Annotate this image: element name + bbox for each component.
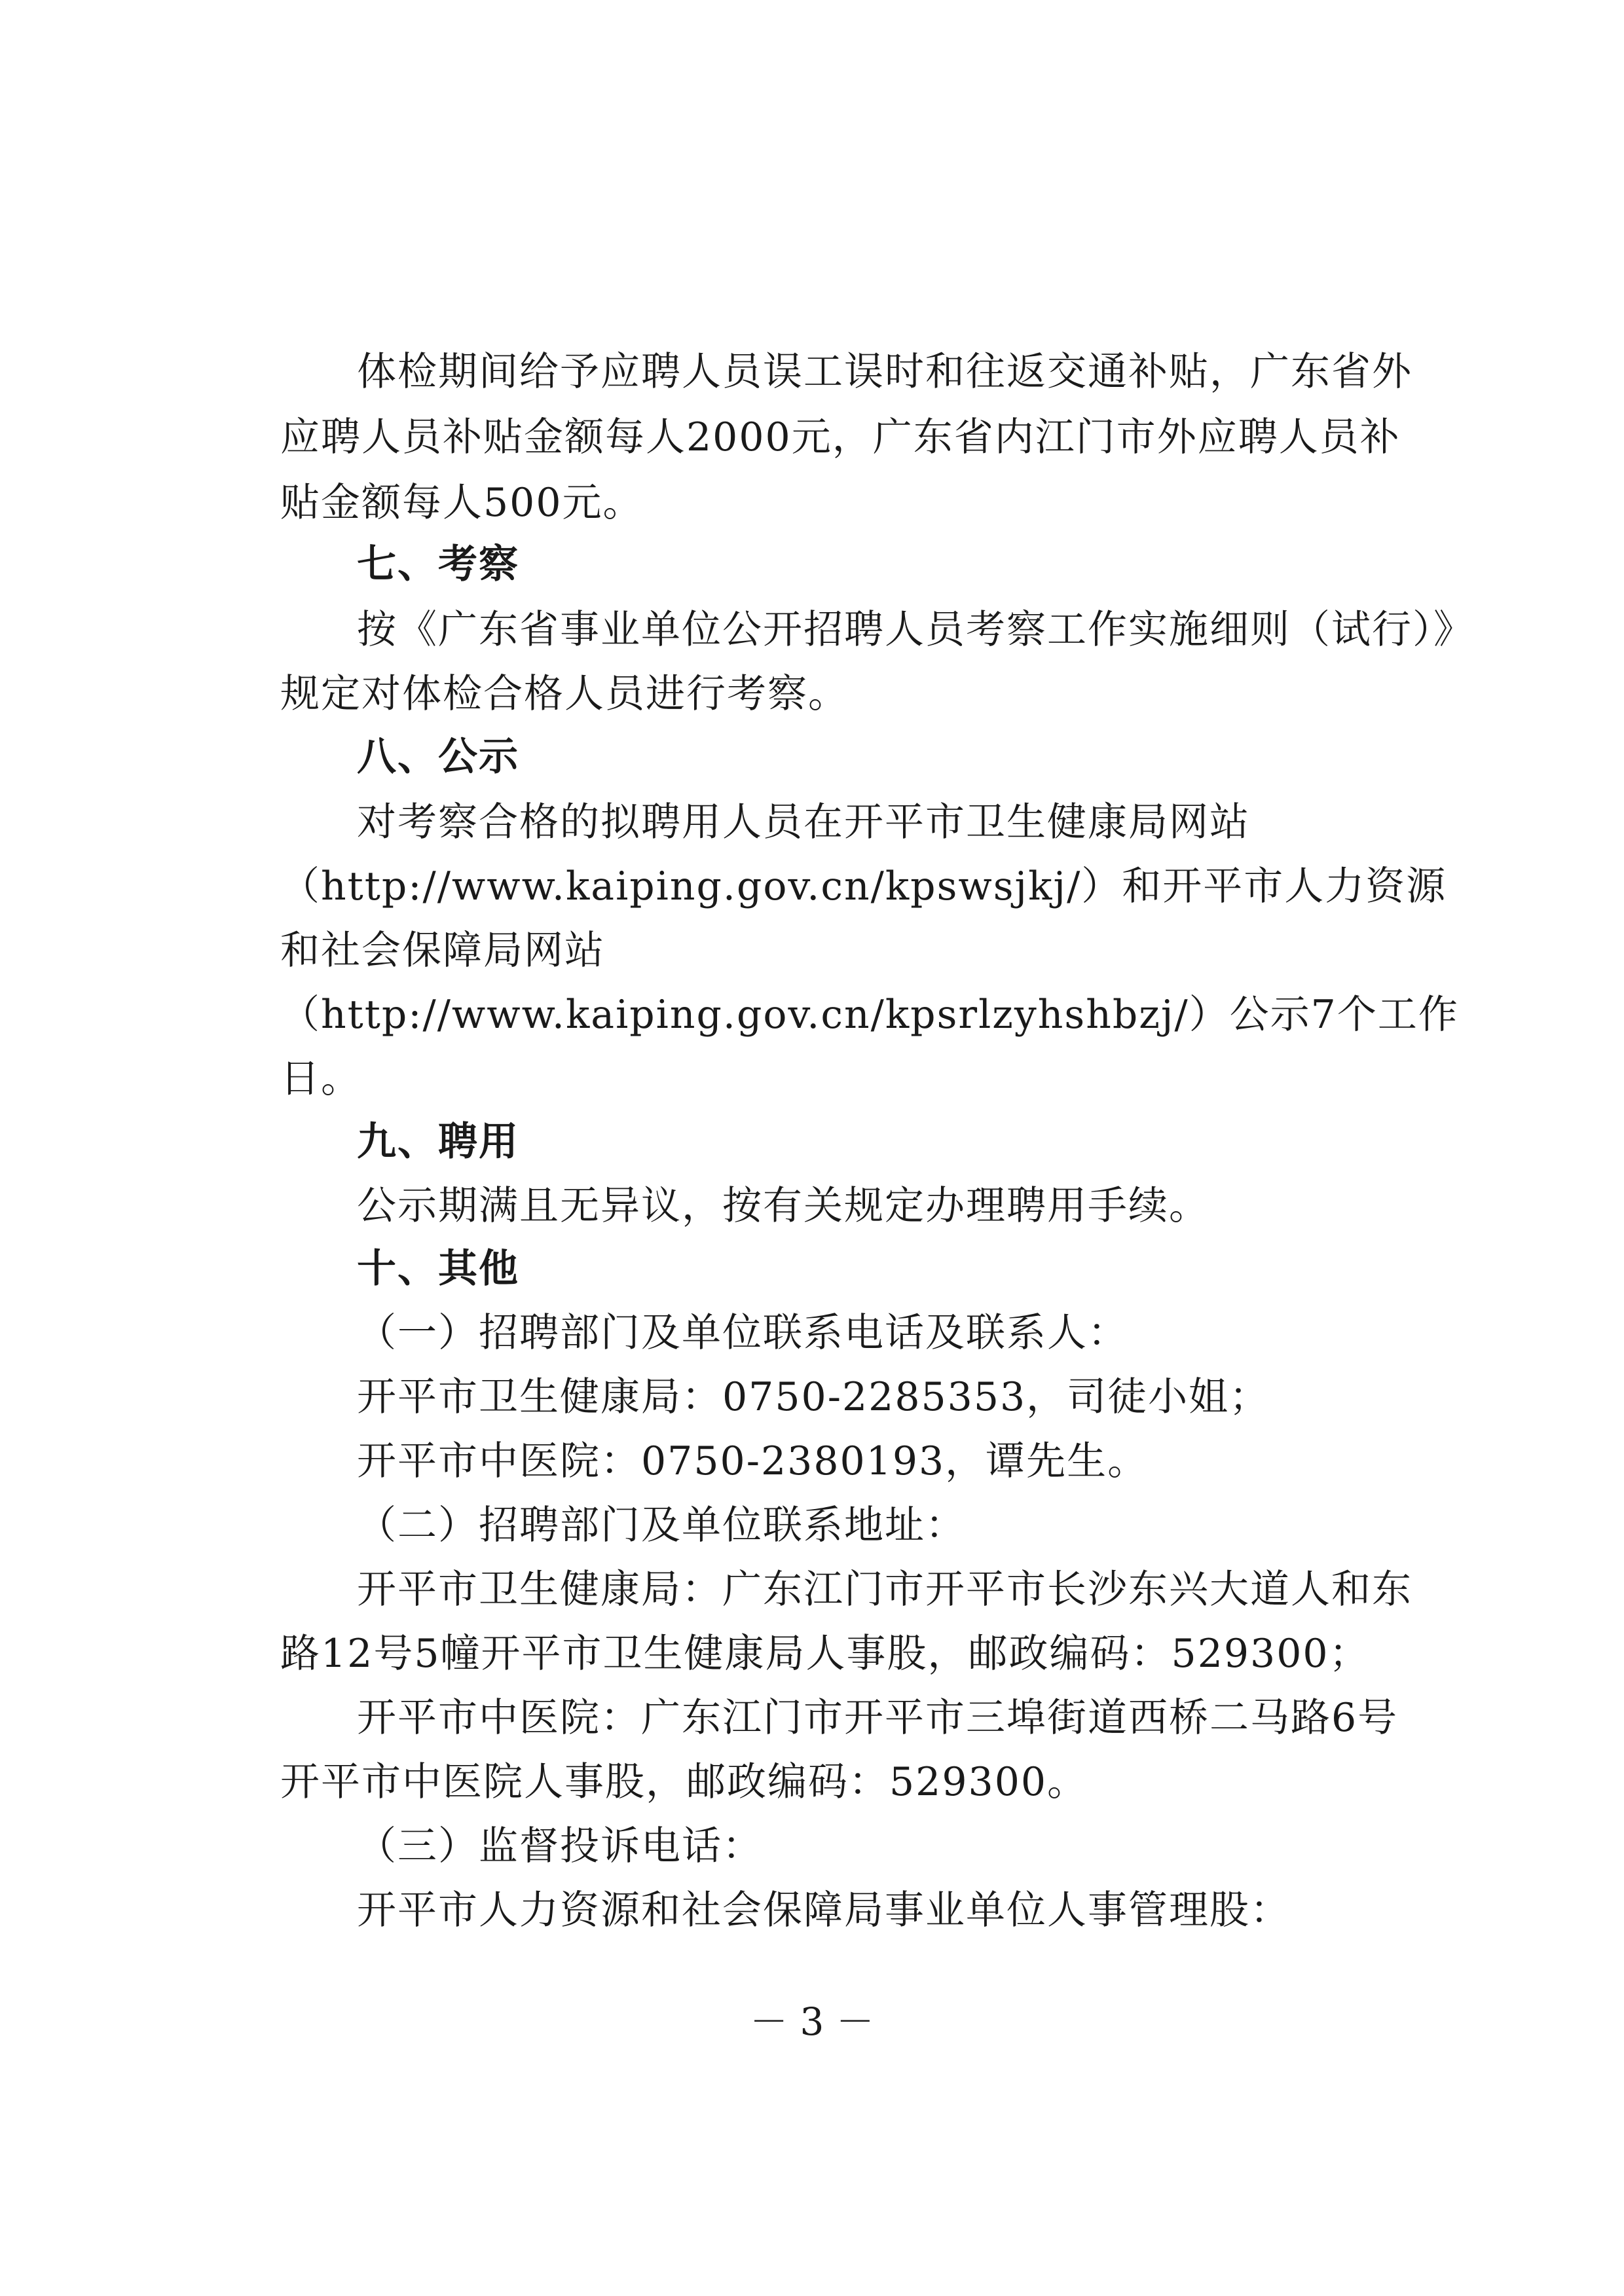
section-heading-kaocha: 七、考察 (357, 541, 519, 587)
body-line: （二）招聘部门及单位联系地址： (357, 1503, 966, 1548)
body-line: （一）招聘部门及单位联系电话及联系人： (357, 1310, 1128, 1356)
address-line: 开平市卫生健康局：广东江门市开平市长沙东兴大道人和东 (357, 1567, 1412, 1613)
address-line: 开平市中医院人事股，邮政编码：529300。 (280, 1759, 1088, 1805)
url-line-wsjkj: （http://www.kaiping.gov.cn/kpswsjkj/）和开平市人力资源 (280, 864, 1447, 909)
contact-line: 开平市中医院：0750-2380193，谭先生。 (357, 1438, 1149, 1484)
address-line: 开平市中医院：广东江门市开平市三埠街道西桥二马路6号 (357, 1695, 1399, 1741)
section-heading-pinyong: 九、聘用 (357, 1119, 519, 1165)
body-line: 对考察合格的拟聘用人员在开平市卫生健康局网站 (357, 799, 1250, 845)
page-number: － 3 － (750, 1999, 874, 2044)
body-line: 开平市人力资源和社会保障局事业单位人事管理股： (357, 1887, 1291, 1933)
body-line: 规定对体检合格人员进行考察。 (280, 671, 849, 717)
url-line-rlzy: （http://www.kaiping.gov.cn/kpsrlzyhshbzj/）公示7个工作 (280, 992, 1459, 1038)
body-line: 日。 (280, 1056, 361, 1102)
body-line: 公示期满且无异议，按有关规定办理聘用手续。 (357, 1183, 1209, 1229)
section-heading-qita: 十、其他 (357, 1246, 519, 1292)
body-line: 应聘人员补贴金额每人2000元，广东省内江门市外应聘人员补 (280, 414, 1401, 460)
body-line: （三）监督投诉电话： (357, 1823, 763, 1869)
body-line: 和社会保障局网站 (280, 928, 605, 974)
contact-line: 开平市卫生健康局：0750-2285353，司徒小姐； (357, 1374, 1270, 1420)
body-line: 按《广东省事业单位公开招聘人员考察工作实施细则（试行）》 (357, 607, 1474, 653)
address-line: 路12号5幢开平市卫生健康局人事股，邮政编码：529300； (280, 1631, 1370, 1677)
body-line: 贴金额每人500元。 (280, 480, 644, 526)
body-line: 体检期间给予应聘人员误工误时和往返交通补贴，广东省外 (357, 349, 1412, 395)
section-heading-gongshi: 八、公示 (357, 734, 519, 780)
